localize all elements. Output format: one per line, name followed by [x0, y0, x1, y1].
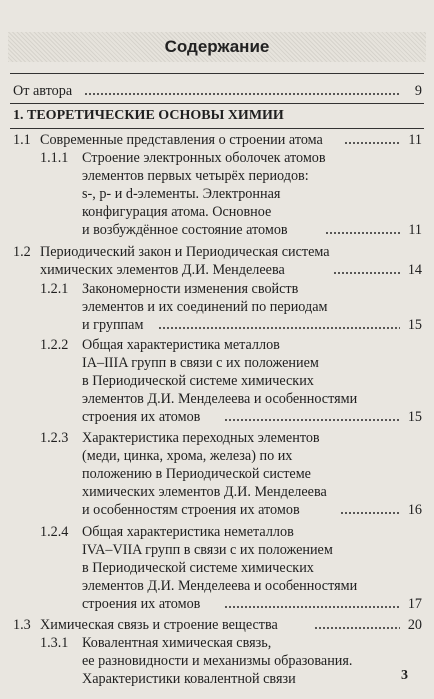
toc-entry-number: 1.2 [13, 244, 31, 260]
section-heading: 1. ТЕОРЕТИЧЕСКИЕ ОСНОВЫ ХИМИИ [13, 108, 284, 123]
leader-dots [344, 131, 400, 149]
leader-dots [84, 82, 400, 100]
toc-entry-text: в Периодической системе химических [82, 373, 314, 389]
toc-entry-page: 11 [408, 132, 422, 148]
toc-entry-text: Современные представления о строении атома [40, 132, 323, 148]
toc-entry-text: элементов Д.И. Менделеева и особенностями [82, 578, 358, 594]
toc-entry-text: Периодический закон и Периодическая система [40, 244, 330, 260]
toc-entry-text: химических элементов Д.И. Менделеева [82, 484, 327, 500]
toc-entry-text: Общая характеристика неметаллов [82, 524, 294, 540]
toc-entry-page: 15 [407, 317, 422, 333]
toc-entry-number: 1.2.3 [40, 430, 69, 446]
rule-middle [10, 103, 424, 104]
toc-entry-text: элементов и их соединений по периодам [82, 299, 328, 315]
toc-entry-text: ее разновидности и механизмы образования. [82, 653, 353, 669]
toc-entry-text: (меди, цинка, хрома, железа) по их [82, 448, 293, 464]
toc-entry-text: и особенностям строения их атомов [82, 502, 300, 518]
toc-entry-text: s-, p- и d-элементы. Электронная [82, 186, 281, 202]
toc-entry-text: Строение электронных оболочек атомов [82, 150, 326, 166]
page-number: 3 [401, 668, 408, 683]
toc-entry-number: 1.2.4 [40, 524, 69, 540]
toc-entry-text: Характеристика переходных элементов [82, 430, 320, 446]
toc-entry-text: конфигурация атома. Основное [82, 204, 272, 220]
toc-entry-page: 20 [407, 617, 422, 633]
toc-entry-text: строения их атомов [82, 409, 201, 425]
toc-entry-text: От автора [13, 83, 73, 99]
toc-entry-number: 1.1.1 [40, 150, 69, 166]
leader-dots [314, 616, 400, 634]
toc-entry-text: строения их атомов [82, 596, 201, 612]
toc-entry-number: 1.3.1 [40, 635, 69, 651]
toc-entry-number: 1.3 [13, 617, 31, 633]
toc-entry-page: 9 [414, 83, 422, 99]
toc-entry-text: IA–IIIA групп в связи с их положением [82, 355, 319, 371]
leader-dots [224, 595, 400, 613]
rule-top [10, 73, 424, 74]
toc-entry-text: Закономерности изменения свойств [82, 281, 299, 297]
toc-entry-number: 1.2.1 [40, 281, 69, 297]
toc-entry-text: и возбуждённое состояние атомов [82, 222, 288, 238]
toc-entry-text: Ковалентная химическая связь, [82, 635, 272, 651]
leader-dots [340, 501, 400, 519]
toc-entry-number: 1.2.2 [40, 337, 69, 353]
toc-entry-text: Химическая связь и строение вещества [40, 617, 278, 633]
leader-dots [325, 221, 400, 239]
leader-dots [158, 316, 400, 334]
toc-entry-text: в Периодической системе химических [82, 560, 314, 576]
rule-section [10, 128, 424, 129]
toc-entry-text: положению в Периодической системе [82, 466, 311, 482]
toc-entry-text: IVA–VIIA групп в связи с их положением [82, 542, 333, 558]
toc-entry-page: 11 [408, 222, 422, 238]
toc-entry-text: элементов первых четырёх периодов: [82, 168, 309, 184]
toc-entry-text: элементов Д.И. Менделеева и особенностями [82, 391, 358, 407]
toc-entry-page: 15 [407, 409, 422, 425]
toc-entry-text: и группам [82, 317, 144, 333]
toc-entry-number: 1.1 [13, 132, 31, 148]
toc-entry-page: 17 [407, 596, 422, 612]
leader-dots [333, 261, 400, 279]
page-title: Содержание [164, 37, 270, 56]
toc-entry-page: 14 [407, 262, 422, 278]
toc-entry-text: Характеристики ковалентной связи [82, 671, 296, 687]
toc-entry-page: 16 [407, 502, 422, 518]
toc-entry-text: Общая характеристика металлов [82, 337, 280, 353]
leader-dots [224, 408, 400, 426]
toc-entry-text: химических элементов Д.И. Менделеева [40, 262, 285, 278]
